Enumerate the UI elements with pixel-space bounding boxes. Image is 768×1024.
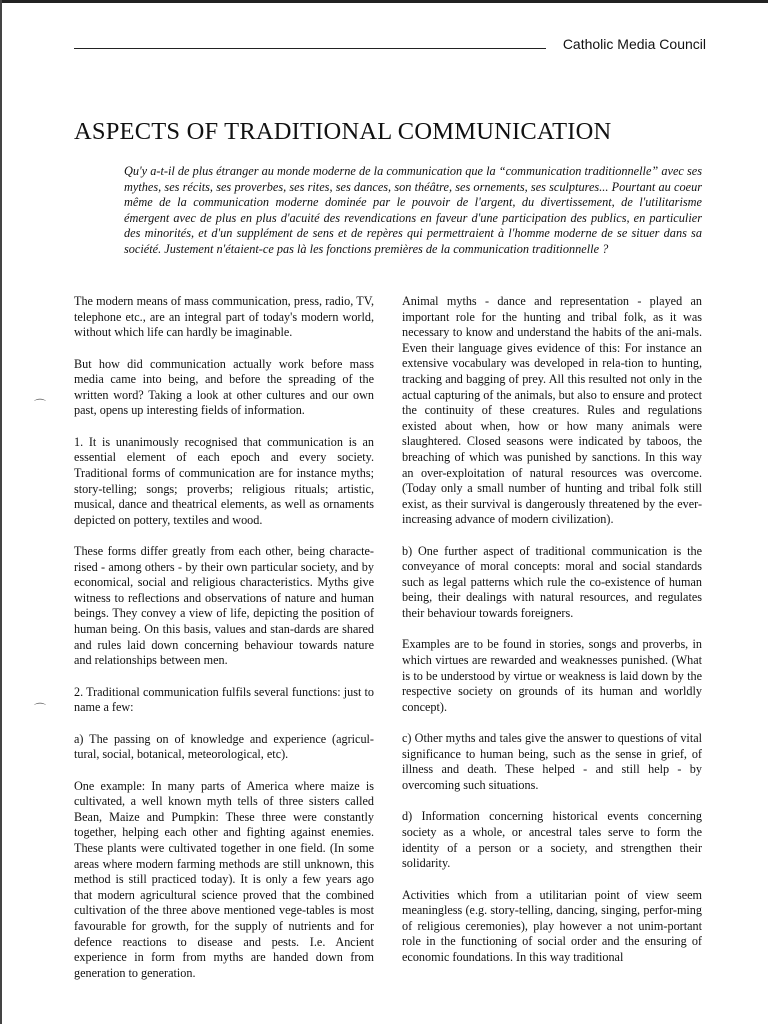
page-left-edge — [0, 0, 2, 1024]
left-column — [74, 294, 374, 997]
paragraph: a) The passing on of knowledge and experience (agricul-tural, social, botanical, meteorological, etc). — [74, 731, 374, 762]
paragraph: c) Other myths and tales give the answer to questions of vital significance to human being, such as the sense in grief, of illness and death. These helped - and still help - by overcoming such situations. — [402, 731, 702, 793]
paragraph: One example: In many parts of America where maize is cultivated, a well known myth tells of three sisters called Bean, Maize and Pumpkin: These three were constantly together, helping each other and fighting against enemies. These plants were cultivated together in one field. (In some areas where modern farming methods are still unknown, this method is still practiced today). It is only a few years ago that modern agricultural science proved that the combined cultivation of the three above mentioned vege-tables is most favourable for growth, for the supply of nutrients and for defence reactions to disease and pests. I.e. Ancient experience in form from myths are handed down from generation to generation. — [74, 778, 374, 980]
french-abstract: Qu'y a-t-il de plus étranger au monde moderne de la communication que la “communication traditionnelle” avec ses mythes, ses récits, ses proverbes, ses rites, ses dances, son théâtre, ses ornements, ses sculptures... Pourtant au coeur même de la communication moderne dominée par le pouvoir de l'argent, du divertissement, de l'utilitarisme émergent avec de plus en plus d'acuité des revendications en faveur d'une participation des publics, en particulier des minorités, et d'un supplément de sens et de repères qui permettraient à l'homme moderne de se situer dans sa société. Justement n'étaient-ce pas là les fonctions premières de la communication traditionnelle ? — [124, 164, 702, 256]
paragraph: Activities which from a utilitarian point of view seem meaningless (e.g. story-telling, dancing, singing, perfor-ming of religious ceremonies), play however a not unim-portant role in the functioning of social order and the ensuring of economic foundations. In this way traditional — [402, 887, 702, 964]
paragraph: 2. Traditional communication fulfils several functions: just to name a few: — [74, 684, 374, 715]
article-title: ASPECTS OF TRADITIONAL COMMUNICATION — [74, 118, 612, 145]
right-column — [402, 294, 702, 981]
paragraph: But how did communication actually work before mass media came into being, and before the spreading of the written word? Taking a look at other cultures and our own past, opens up interesting fields of information. — [74, 356, 374, 418]
paragraph: d) Information concerning historical events concerning society as a whole, or ancestral tales serve to form the identity of a person or a society, and strengthen their solidarity. — [402, 809, 702, 871]
paragraph: Animal myths - dance and representation - played an important role for the hunting and tribal folk, as it was necessary to know and understand the habits of the ani-mals. Even their language gives evidence of this: For instance an extensive vocabulary was developed in rela-tion to hunting, tracking and bagging of prey. All this resulted not only in the actual capturing of the animals, but also to ensure and protect the continuity of these creatures. Rules and regulations existed about when, how or how many animals were slaughtered. Closed seasons were indicated by taboos, the breaching of which was punished by sanctions. In this way an over-exploitation of natural resources was overcome. (Today only a small number of hunting and tribal folk still exist, as their survival is dangerously threatened by the ever-increasing advance of modern civilization). — [402, 294, 702, 527]
page-top-edge — [0, 0, 768, 3]
scan-margin-mark: ⌒ — [34, 398, 47, 412]
publication-name: Catholic Media Council — [562, 36, 706, 52]
paragraph: b) One further aspect of traditional communication is the conveyance of moral concepts: moral and social standards such as legal patterns which rule the co-existence of human being, their dealings with natural resources, and regulates their behaviour towards foreigners. — [402, 543, 702, 621]
page-header — [74, 36, 706, 56]
paragraph: 1. It is unanimously recognised that communication is an essential element of each epoch and every society. Traditional forms of communication are for instance myths; story-telling; songs; proverbs; religious rituals; artistic, musical, dance and theatrical elements, as well as ornaments depicted on pottery, textiles and wood. — [74, 434, 374, 527]
scan-margin-mark: ⌒ — [34, 702, 47, 716]
paragraph: These forms differ greatly from each other, being characte-rised - among others - by their own particular society, and by economical, social and religious characteristics. Myths give witness to reflections and observations of nature and human beings. They convey a view of life, depicting the position of human being. On this basis, values and stan-dards are shared and rules laid down concerning behaviour towards nature and relationships between men. — [74, 544, 374, 668]
header-rule — [74, 48, 546, 49]
paragraph: Examples are to be found in stories, songs and proverbs, in which virtues are rewarded and weaknesses punished. (What is to be understood by virtue or weakness is laid down by the respective society on grounds of its human and worldly concept). — [402, 637, 702, 714]
paragraph: The modern means of mass communication, press, radio, TV, telephone etc., are an integral part of today's modern world, without which life can hardly be imaginable. — [74, 294, 374, 340]
